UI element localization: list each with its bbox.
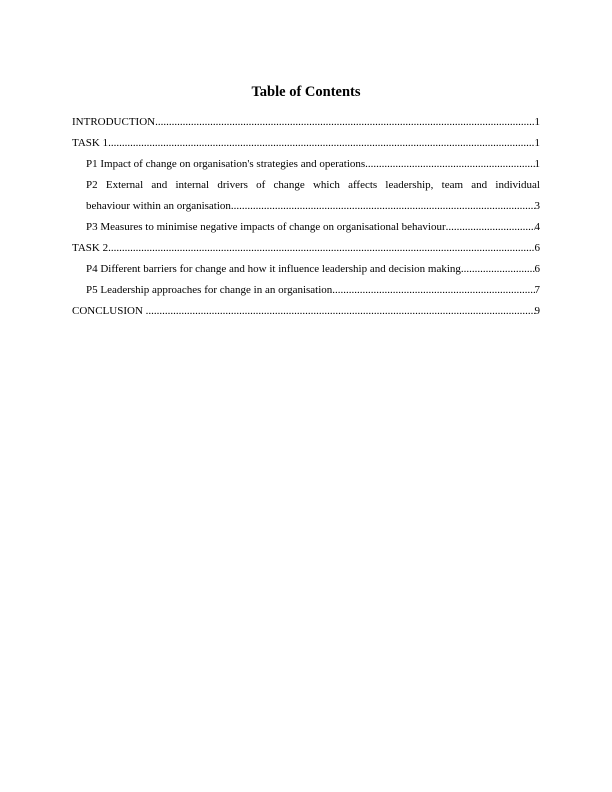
table-of-contents: [72, 112, 540, 322]
toc-entry-p3[interactable]: [72, 217, 540, 238]
toc-title: Table of Contents: [251, 84, 361, 100]
dot-leader: [332, 280, 534, 301]
toc-page-number: 6: [534, 242, 540, 254]
dot-leader: [146, 301, 535, 322]
toc-page-number: 7: [534, 284, 540, 296]
toc-entry-p4[interactable]: [72, 259, 540, 280]
toc-entry-label: P4 Different barriers for change and how it influence leadership and decision making: [86, 263, 461, 275]
dot-leader: [365, 154, 534, 175]
dot-leader: [108, 133, 534, 154]
toc-page-number: 1: [534, 137, 540, 149]
dot-leader: [155, 112, 534, 133]
toc-page-number: 6: [534, 263, 540, 275]
toc-entry-label: P1 Impact of change on organisation's strategies and operations: [86, 158, 366, 170]
toc-entry-label: P3 Measures to minimise negative impacts of change on organisational behaviour: [86, 221, 446, 233]
toc-entry-label: TASK 1: [72, 137, 109, 149]
dot-leader: [231, 196, 535, 217]
toc-page-number: 3: [534, 200, 540, 212]
toc-entry-label-line1: P2 External and internal drivers of change which affects leadership, team and individual: [86, 179, 540, 191]
toc-entry-label: TASK 2: [72, 242, 109, 254]
dot-leader: [461, 259, 535, 280]
toc-page-number: 4: [534, 221, 540, 233]
dot-leader: [108, 238, 534, 259]
toc-entry-p2[interactable]: [72, 175, 540, 217]
dot-leader: [446, 217, 535, 238]
toc-entry-task2[interactable]: [72, 238, 540, 259]
toc-entry-line2: [86, 196, 540, 217]
toc-page-number: 1: [534, 158, 540, 170]
toc-entry-introduction[interactable]: [72, 112, 540, 133]
toc-page-number: 1: [534, 116, 540, 128]
toc-entry-label-line2: behaviour within an organisation: [86, 200, 231, 212]
toc-entry-conclusion[interactable]: [72, 301, 540, 322]
toc-entry-label: P5 Leadership approaches for change in an organisation: [86, 284, 333, 296]
toc-entry-task1[interactable]: [72, 133, 540, 154]
toc-entry-p1[interactable]: [72, 154, 540, 175]
toc-entry-label: INTRODUCTION: [72, 116, 156, 128]
toc-page-number: 9: [534, 305, 540, 317]
toc-entry-label: CONCLUSION: [72, 305, 146, 317]
toc-entry-p5[interactable]: [72, 280, 540, 301]
